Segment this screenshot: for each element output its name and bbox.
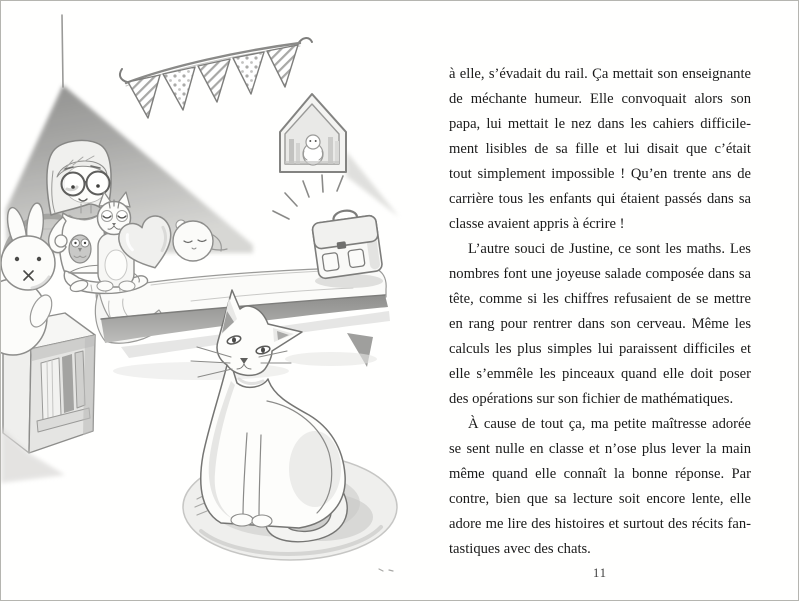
text-line: tout simplement impossible ! Qu’en trente ans de xyxy=(449,166,751,182)
text-line: L’autre souci de Justine, ce sont les maths. Les xyxy=(468,241,751,257)
owl-print xyxy=(69,235,91,263)
text-line: des opérations sur son fichier de mathématiques. xyxy=(449,391,734,407)
text-line: elle s’emmêle les pinceaux quand elle doit poser xyxy=(449,366,751,382)
emphasis-rays xyxy=(273,175,343,219)
house-shelf xyxy=(280,94,399,217)
text-line: tête, comme si les chiffres refusaient de se mettre xyxy=(449,291,751,307)
page-number: 11 xyxy=(592,566,608,580)
text-line: ment lisibles de sa fille et lui disait que c’était xyxy=(449,141,751,157)
text-line: de méchante humeur. Elle convoquait alors son xyxy=(449,91,751,107)
bedroom-illustration xyxy=(1,1,447,600)
illustration-page xyxy=(1,1,447,600)
story-text xyxy=(449,62,751,562)
text-line: se sent nulle en classe et n’ose plus lever la main xyxy=(449,441,751,457)
text-line: nombres font une joyeuse salade composée dans sa xyxy=(449,266,751,282)
pennant-banner xyxy=(120,38,312,118)
text-line: même quand elle connaît la bonne réponse. Par xyxy=(449,466,751,482)
penguin-figurine xyxy=(303,135,323,165)
text-line: carrière tous les enfants qui étaient passés dans sa xyxy=(449,191,751,207)
text-line: tastiques avec des chats. xyxy=(449,541,591,557)
text-line: à elle, s’évadait du rail. Ça mettait son enseignante xyxy=(449,66,751,82)
text-line: en rang pour rentrer dans son cerveau. Même les xyxy=(449,316,751,332)
pencil-marks xyxy=(379,569,393,571)
text-line: classe avaient appris à écrire ! xyxy=(449,216,625,232)
text-line: À cause de tout ça, ma petite maîtresse adorée xyxy=(468,416,751,432)
text-line: contre, bien que sa lecture soit encore lente, elle xyxy=(449,491,751,507)
text-line: papa, lui mettait le nez dans les cahiers difficile- xyxy=(449,116,751,132)
books xyxy=(37,351,90,432)
text-line: adore me lire des histoires et surtout des récits fan- xyxy=(449,516,751,532)
text-line: calculs les plus simples lui paraissent difficiles et xyxy=(449,341,751,357)
